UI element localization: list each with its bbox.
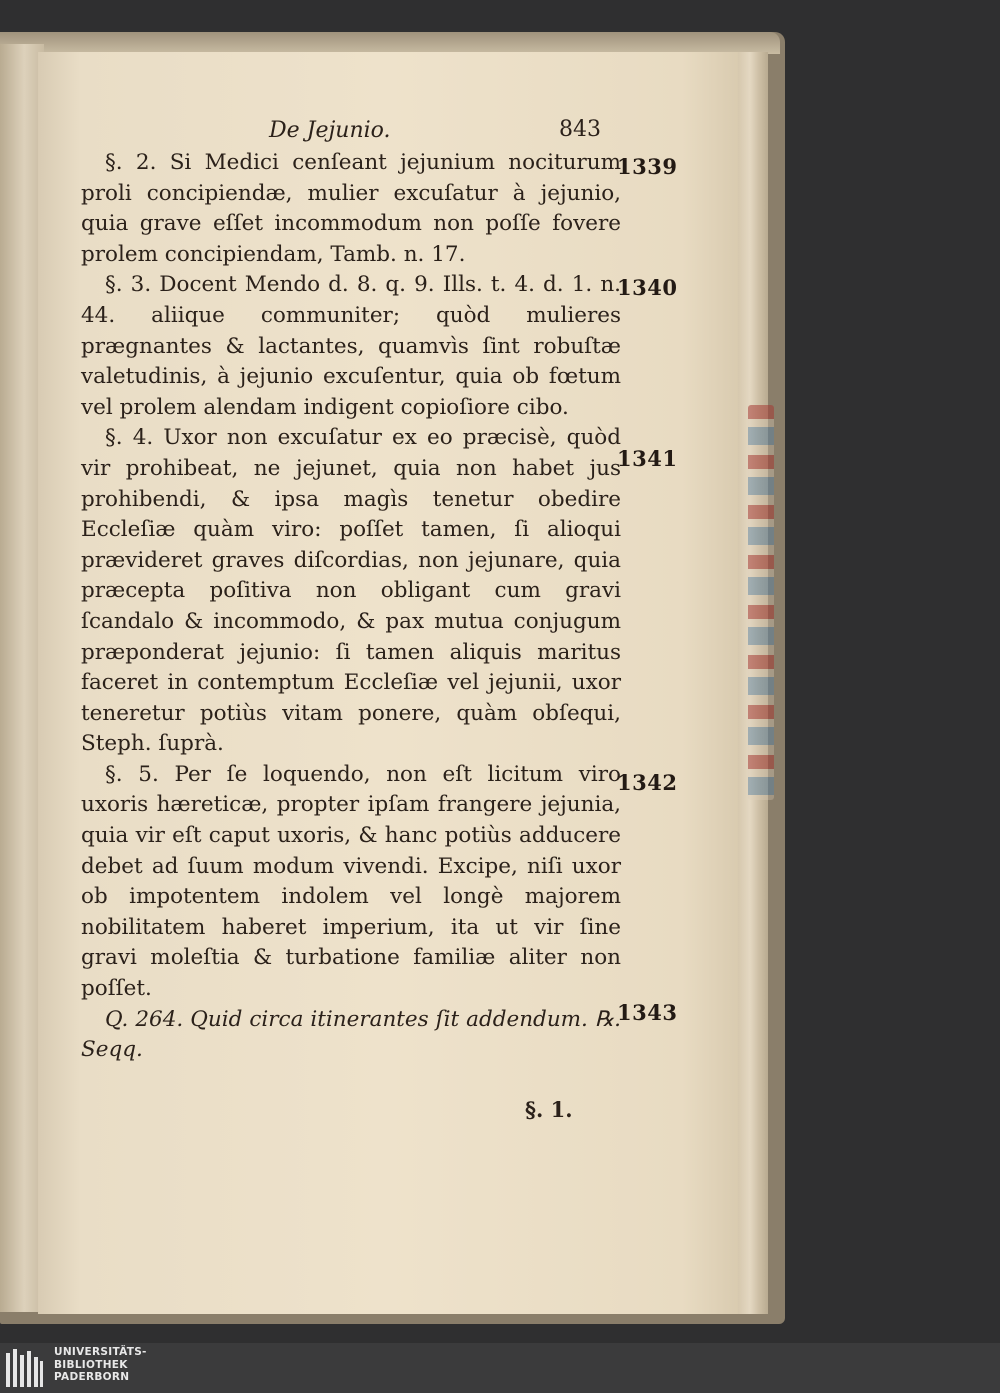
page-text-block (81, 108, 621, 1066)
question-264: Q. 264. Quid circa itinerantes ſit addendum. ℞. Seqq. (81, 1006, 621, 1063)
library-logo-text (54, 1346, 147, 1384)
page-number: 843 (559, 117, 601, 142)
catchword: §. 1. (525, 1097, 573, 1122)
margin-number: 1339 (617, 154, 678, 179)
margin-number: 1341 (617, 446, 678, 471)
margin-number: 1340 (617, 275, 678, 300)
running-header (81, 108, 621, 148)
paragraph-section-2: §. 2. Si Medici cenſeant jejunium nociturum proli concipiendæ, mulier excuſatur à jejunio, quia grave eſſet incommodum non poſſe fovere prolem concipiendam, Tamb. n. 17. (81, 150, 621, 267)
marbled-edge (748, 405, 774, 800)
library-footer-bar (0, 1343, 1000, 1393)
book-top-edge (0, 32, 780, 54)
paragraph-section-3: §. 3. Docent Mendo d. 8. q. 9. Ills. t. 4. d. 1. n. 44. aliique communiter; quòd mulieres prægnantes & lactantes, quamvìs ſint robuſtæ valetudinis, à jejunio excuſentur, quia ob fœtum vel prolem alendam indigent copioſiore cibo. (81, 272, 621, 420)
logo-line: BIBLIOTHEK (54, 1358, 128, 1371)
margin-number: 1343 (617, 1000, 678, 1025)
paragraph-section-4: §. 4. Uxor non excuſatur ex eo præcisè, quòd vir prohibeat, ne jejunet, quia non habet jus prohibendi, & ipsa magìs tenetur obedire Eccleſiæ quàm viro: poſſet tamen, ſi alioqui prævideret graves diſcordias, non jejunare, quia præcepta poſitiva non obligant cum gravi ſcandalo & incommodo, & pax mutua conjugum præponderat jejunio: ſi tamen aliquis maritus faceret in contemptum Eccleſiæ vel jejunii, uxor teneretur potiùs vitam ponere, quàm obſequi, Steph. ſuprà. (81, 425, 621, 757)
library-logo-icon (4, 1347, 46, 1391)
paragraph-section-5: §. 5. Per ſe loquendo, non eſt licitum viro uxoris hæreticæ, propter ipſam frangere jejunia, quia vir eſt caput uxoris, & hanc potiùs adducere debet ad ſuum modum vivendi. Excipe, niſi uxor ob impotentem indolem vel longè majorem nobilitatem haberet imperium, ita ut vir ſine gravi moleſtia & turbatione familiæ aliter non poſſet. (81, 761, 621, 1002)
logo-line: UNIVERSITÄTS- (54, 1346, 147, 1358)
margin-number: 1342 (617, 770, 678, 795)
running-title: De Jejunio. (269, 118, 391, 143)
logo-line: PADERBORN (54, 1371, 130, 1383)
